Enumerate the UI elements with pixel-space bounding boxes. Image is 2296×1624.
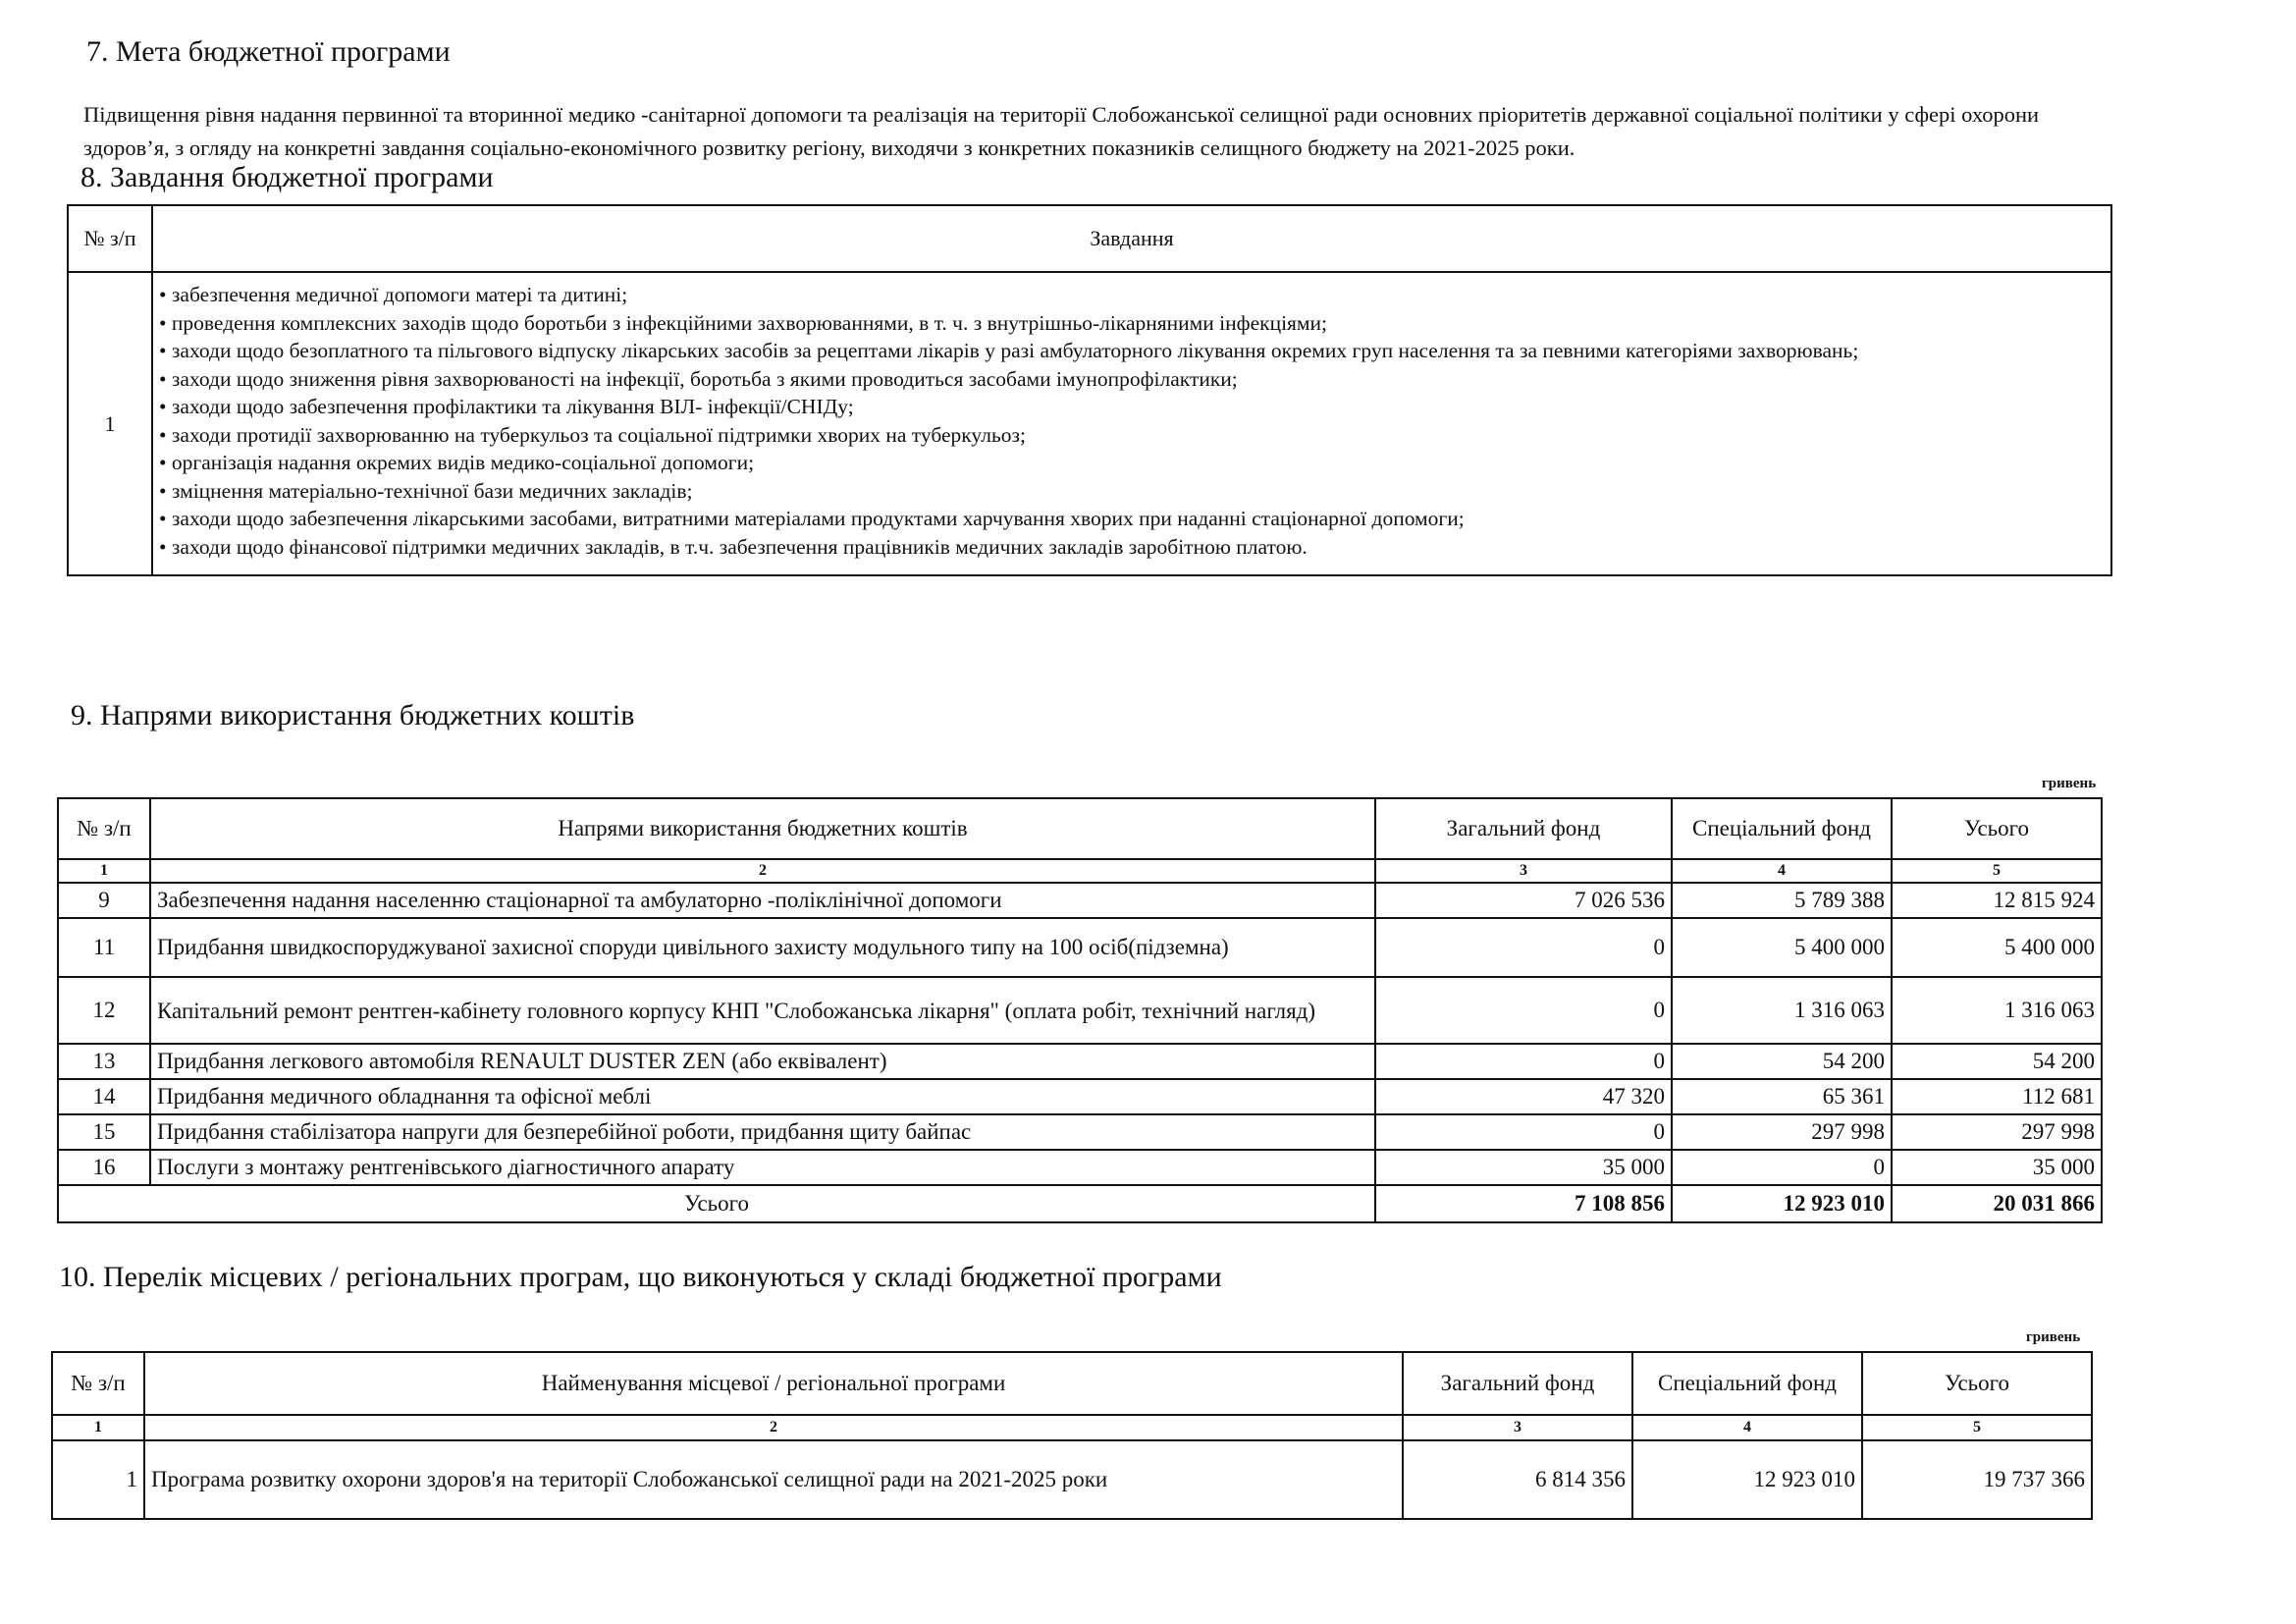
- header-total: Усього: [1892, 798, 2102, 859]
- col-number: 4: [1672, 859, 1892, 883]
- tasks-header-row: [68, 205, 2111, 272]
- task-item: • заходи щодо фінансової підтримки медичних закладів, в т.ч. забезпечення працівників медичних закладів заробітною платою.: [159, 534, 1308, 559]
- header-num: № з/п: [58, 798, 150, 859]
- tasks-row-num: 1: [68, 272, 152, 575]
- directions-table: [57, 797, 2103, 1223]
- tasks-row: [68, 272, 2111, 575]
- programs-header-row: [52, 1352, 2092, 1415]
- task-item: • забезпечення медичної допомоги матері та дитині;: [159, 283, 628, 306]
- row-total: 112 681: [1892, 1079, 2102, 1114]
- row-num: 14: [58, 1079, 150, 1114]
- column-numbers-row: [58, 859, 2102, 883]
- section-9-title: 9. Напрями використання бюджетних коштів: [71, 699, 635, 731]
- section-7-title: 7. Мета бюджетної програми: [86, 35, 451, 68]
- table-row: [58, 1044, 2102, 1079]
- table-row: [58, 883, 2102, 918]
- row-name: Капітальний ремонт рентген-кабінету головного корпусу КНП "Слобожанська лікарня" (оплата робіт, технічний нагляд): [150, 977, 1375, 1044]
- row-special: 54 200: [1672, 1044, 1892, 1079]
- task-item: • проведення комплексних заходів щодо боротьби з інфекційними захворюваннями, в т. ч. з внутрішньо-лікарняними інфекціями;: [159, 310, 1328, 335]
- row-special: 1 316 063: [1672, 977, 1892, 1044]
- task-item: • заходи протидії захворюванню на туберкульоз та соціальної підтримки хворих на туберкульоз;: [159, 422, 1026, 447]
- task-item: • заходи щодо забезпечення профілактики та лікування ВІЛ- інфекції/СНІДу;: [159, 395, 854, 418]
- row-general: 0: [1375, 1114, 1672, 1150]
- header-program: Найменування місцевої / регіональної програми: [144, 1352, 1403, 1415]
- col-number: 4: [1632, 1415, 1862, 1440]
- header-num: № з/п: [52, 1352, 144, 1415]
- table-row: [58, 1079, 2102, 1114]
- col-number: 5: [1892, 859, 2102, 883]
- row-special: 65 361: [1672, 1079, 1892, 1114]
- row-name: Придбання легкового автомобіля RENAULT DUSTER ZEN (або еквівалент): [150, 1044, 1375, 1079]
- row-num: 9: [58, 883, 150, 918]
- col-number: 1: [52, 1415, 144, 1440]
- row-general: 47 320: [1375, 1079, 1672, 1114]
- col-number: 1: [58, 859, 150, 883]
- row-total: 19 737 366: [1862, 1440, 2092, 1519]
- total-total: 20 031 866: [1892, 1185, 2102, 1222]
- tasks-col-num: № з/п: [68, 205, 152, 272]
- row-name: Придбання швидкоспоруджуваної захисної споруди цивільного захисту модульного типу на 100 осіб(підземна): [150, 918, 1375, 977]
- col-number: 2: [144, 1415, 1403, 1440]
- section-10-unit: гривень: [2026, 1329, 2081, 1345]
- task-item: • заходи щодо забезпечення лікарськими засобами, витратними матеріалами продуктами харчування хворих при наданні стаціонарної допомоги;: [159, 507, 1465, 530]
- header-general-fund: Загальний фонд: [1403, 1352, 1632, 1415]
- row-name: Придбання стабілізатора напруги для безперебійної роботи, придбання щиту байпас: [150, 1114, 1375, 1150]
- table-row: [52, 1440, 2092, 1519]
- row-special: 5 400 000: [1672, 918, 1892, 977]
- table-row: [58, 1114, 2102, 1150]
- col-number: 5: [1862, 1415, 2092, 1440]
- row-total: 54 200: [1892, 1044, 2102, 1079]
- row-general: 0: [1375, 1044, 1672, 1079]
- total-row: [58, 1185, 2102, 1222]
- tasks-table: [67, 204, 2112, 576]
- row-name: Забезпечення надання населенню стаціонарної та амбулаторно -поліклінічної допомоги: [150, 883, 1375, 918]
- row-special: 297 998: [1672, 1114, 1892, 1150]
- col-number: 3: [1375, 859, 1672, 883]
- row-name: Послуги з монтажу рентгенівського діагностичного апарату: [150, 1150, 1375, 1185]
- row-general: 6 814 356: [1403, 1440, 1632, 1519]
- row-special: 0: [1672, 1150, 1892, 1185]
- row-num: 13: [58, 1044, 150, 1079]
- section-8-title: 8. Завдання бюджетної програми: [80, 161, 494, 193]
- row-total: 5 400 000: [1892, 918, 2102, 977]
- row-num: 15: [58, 1114, 150, 1150]
- total-special: 12 923 010: [1672, 1185, 1892, 1222]
- section-9-unit: гривень: [2042, 776, 2097, 791]
- row-general: 7 026 536: [1375, 883, 1672, 918]
- header-special-fund: Спеціальний фонд: [1632, 1352, 1862, 1415]
- row-num: 12: [58, 977, 150, 1044]
- total-label: Усього: [58, 1185, 1375, 1222]
- table-row: [58, 1150, 2102, 1185]
- row-general: 0: [1375, 918, 1672, 977]
- row-name: Придбання медичного обладнання та офісної меблі: [150, 1079, 1375, 1114]
- row-total: 12 815 924: [1892, 883, 2102, 918]
- section-10-title: 10. Перелік місцевих / регіональних програм, що виконуються у складі бюджетної програми: [59, 1261, 1222, 1293]
- header-general-fund: Загальний фонд: [1375, 798, 1672, 859]
- total-general: 7 108 856: [1375, 1185, 1672, 1222]
- section-7-text: Підвищення рівня надання первинної та вторинної медико -санітарної допомоги та реалізація на території Слобожанської селищної ради основних пріоритетів державної соціальної політики у сфері охорони здоров’я, з огляду на конкретні завдання соціально-економічного розвитку регіону, виходячи з конкретних показників селищного бюджету на 2021-2025 роки.: [83, 102, 2040, 160]
- row-num: 16: [58, 1150, 150, 1185]
- header-total: Усього: [1862, 1352, 2092, 1415]
- row-num: 11: [58, 918, 150, 977]
- tasks-list: [152, 272, 2111, 575]
- row-name: Програма розвитку охорони здоров'я на території Слобожанської селищної ради на 2021-2025 роки: [144, 1440, 1403, 1519]
- row-special: 12 923 010: [1632, 1440, 1862, 1519]
- column-numbers-row: [52, 1415, 2092, 1440]
- row-total: 1 316 063: [1892, 977, 2102, 1044]
- programs-table: [51, 1351, 2093, 1520]
- row-num: 1: [52, 1440, 144, 1519]
- table-row: [58, 918, 2102, 977]
- directions-header-row: [58, 798, 2102, 859]
- header-direction: Напрями використання бюджетних коштів: [150, 798, 1375, 859]
- table-row: [58, 977, 2102, 1044]
- col-number: 3: [1403, 1415, 1632, 1440]
- header-special-fund: Спеціальний фонд: [1672, 798, 1892, 859]
- task-item: • організація надання окремих видів медико-соціальної допомоги;: [159, 451, 755, 474]
- task-item: • зміцнення матеріально-технічної бази медичних закладів;: [159, 478, 693, 503]
- row-total: 35 000: [1892, 1150, 2102, 1185]
- row-general: 35 000: [1375, 1150, 1672, 1185]
- col-number: 2: [150, 859, 1375, 883]
- row-general: 0: [1375, 977, 1672, 1044]
- tasks-col-task: Завдання: [152, 205, 2111, 272]
- task-item: • заходи щодо зниження рівня захворюваності на інфекції, боротьба з якими проводиться засобами імунопрофілактики;: [159, 366, 1238, 391]
- task-item: • заходи щодо безоплатного та пільгового відпуску лікарських засобів за рецептами лікарів у разі амбулаторного лікування окремих груп населення та за певними категоріями захворювань;: [159, 339, 1859, 362]
- row-total: 297 998: [1892, 1114, 2102, 1150]
- row-special: 5 789 388: [1672, 883, 1892, 918]
